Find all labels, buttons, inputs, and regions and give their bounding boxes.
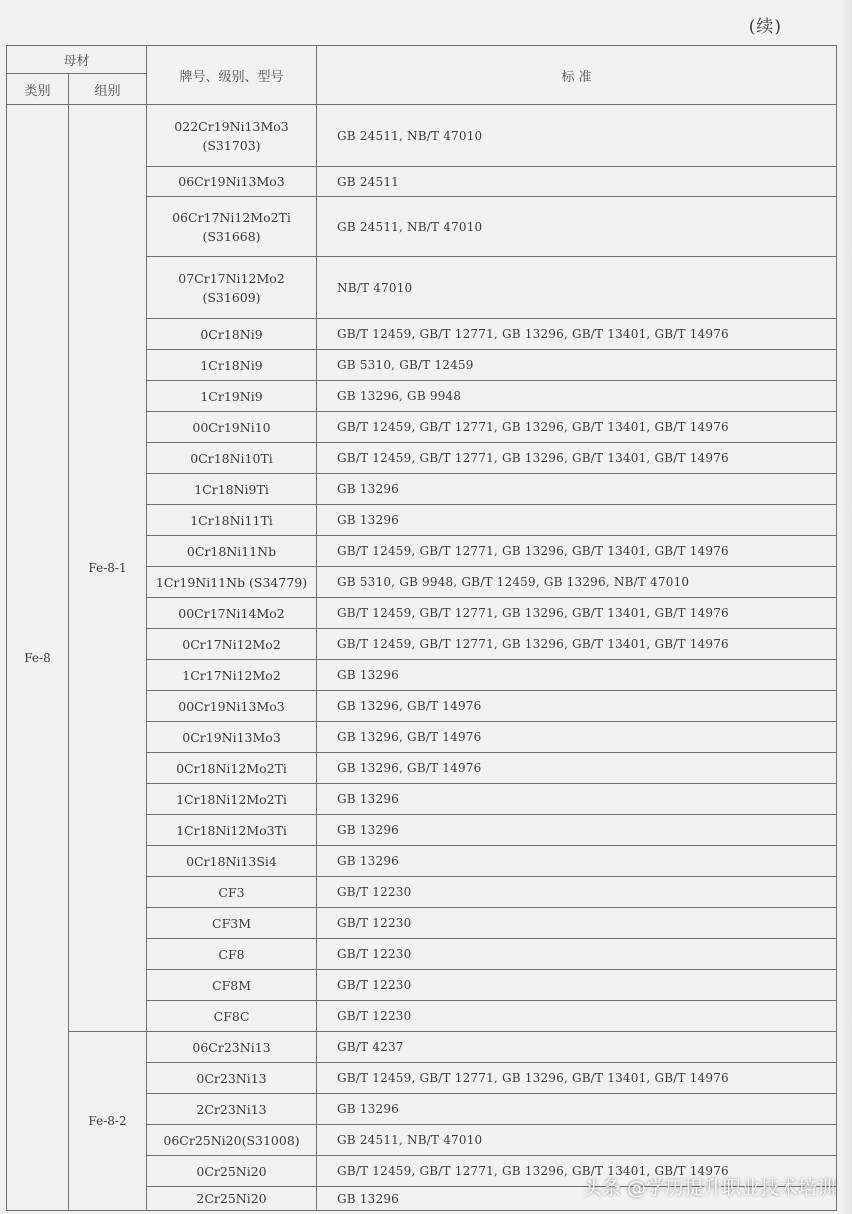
grade-line: (S31609) [202, 289, 261, 305]
grade-cell [147, 846, 317, 877]
standard-cell: GB/T 12459, GB/T 12771, GB 13296, GB/T 13401, GB/T 14976 [317, 536, 837, 567]
group-cell: Fe-8-2 [69, 1032, 147, 1211]
standard-cell: GB 13296, GB/T 14976 [317, 753, 837, 784]
grade-line: 00Cr17Ni14Mo2 [178, 605, 285, 621]
standard-cell: GB/T 12459, GB/T 12771, GB 13296, GB/T 13401, GB/T 14976 [317, 443, 837, 474]
table-row [7, 105, 837, 167]
grade-cell [147, 722, 317, 753]
standard-cell: GB 13296 [317, 784, 837, 815]
grade-cell [147, 598, 317, 629]
grade-line: 2Cr25Ni20 [196, 1191, 267, 1206]
grade-cell [147, 784, 317, 815]
group-header: 组别 [69, 74, 147, 105]
grade-line: 0Cr18Ni9 [200, 326, 263, 342]
grade-line: 1Cr19Ni11Nb (S34779) [155, 574, 308, 590]
grade-line: 0Cr17Ni12Mo2 [182, 636, 281, 652]
grade-cell [147, 1156, 317, 1187]
grade-line: 07Cr17Ni12Mo2 [178, 270, 285, 286]
grade-line: CF8 [218, 946, 245, 962]
watermark: 头条 @学历提升职业技术培训 [582, 1177, 836, 1199]
standard-cell: GB 13296 [317, 846, 837, 877]
grade-cell [147, 381, 317, 412]
continued-label: (续) [748, 17, 782, 37]
grade-line: 1Cr18Ni12Mo3Ti [176, 822, 287, 838]
grade-cell [147, 443, 317, 474]
standard-cell: GB 13296 [317, 474, 837, 505]
grade-line: 022Cr19Ni13Mo3 [174, 118, 289, 134]
grade-line: CF3M [212, 915, 252, 931]
standard-cell: GB/T 12230 [317, 939, 837, 970]
grade-cell [147, 753, 317, 784]
standard-cell: GB 13296, GB/T 14976 [317, 722, 837, 753]
grade-line: 06Cr25Ni20(S31008) [163, 1132, 300, 1148]
standard-cell: GB/T 12230 [317, 970, 837, 1001]
standard-cell: NB/T 47010 [317, 257, 837, 319]
standard-cell: GB 13296 [317, 505, 837, 536]
standard-cell: GB 24511, NB/T 47010 [317, 1125, 837, 1156]
grade-line: 1Cr18Ni12Mo2Ti [176, 791, 287, 807]
standard-cell: GB/T 12459, GB/T 12771, GB 13296, GB/T 13401, GB/T 14976 [317, 412, 837, 443]
standard-cell: GB 13296, GB 9948 [317, 381, 837, 412]
grade-cell [147, 815, 317, 846]
grade-line: 06Cr23Ni13 [192, 1039, 271, 1055]
grade-cell [147, 105, 317, 167]
grade-line: 00Cr19Ni10 [192, 419, 271, 435]
standard-cell: GB/T 12230 [317, 908, 837, 939]
category-header: 类别 [7, 74, 69, 105]
grade-line: 1Cr17Ni12Mo2 [182, 667, 281, 683]
group-cell: Fe-8-1 [69, 105, 147, 1032]
grade-line: 2Cr23Ni13 [196, 1101, 267, 1117]
grade-line: 1Cr19Ni9 [200, 388, 263, 404]
grade-cell [147, 474, 317, 505]
standard-cell: GB/T 12459, GB/T 12771, GB 13296, GB/T 13401, GB/T 14976 [317, 1063, 837, 1094]
grade-cell [147, 1094, 317, 1125]
grade-cell [147, 1187, 317, 1211]
standard-cell: GB/T 12230 [317, 1001, 837, 1032]
grade-line: 1Cr18Ni11Ti [190, 512, 273, 528]
grade-line: 06Cr17Ni12Mo2Ti [172, 209, 291, 225]
grade-line: 00Cr19Ni13Mo3 [178, 698, 285, 714]
grade-line: CF8M [212, 977, 252, 993]
standard-cell: GB 5310, GB/T 12459 [317, 350, 837, 381]
standard-cell: GB 13296 [317, 815, 837, 846]
grade-cell [147, 629, 317, 660]
grade-cell [147, 1032, 317, 1063]
standards-table [6, 45, 837, 1211]
standard-cell: GB/T 12459, GB/T 12771, GB 13296, GB/T 13401, GB/T 14976 [317, 629, 837, 660]
standard-cell: GB/T 12459, GB/T 12771, GB 13296, GB/T 13401, GB/T 14976 [317, 598, 837, 629]
grade-line: 1Cr18Ni9 [200, 357, 263, 373]
grade-cell [147, 350, 317, 381]
page-edge-shadow [838, 0, 852, 1214]
grade-line: (S31668) [202, 228, 261, 244]
standard-cell: GB 13296, GB/T 14976 [317, 691, 837, 722]
grade-line: 0Cr18Ni10Ti [190, 450, 273, 466]
standard-cell: GB/T 12459, GB/T 12771, GB 13296, GB/T 13401, GB/T 14976 [317, 319, 837, 350]
grade-cell [147, 567, 317, 598]
grade-cell [147, 1063, 317, 1094]
standard-header: 标 准 [317, 46, 837, 105]
grade-cell [147, 197, 317, 257]
standard-cell: GB 13296 [317, 660, 837, 691]
grade-line: 06Cr19Ni13Mo3 [178, 174, 285, 189]
grade-cell [147, 908, 317, 939]
grade-line: 0Cr18Ni12Mo2Ti [176, 760, 287, 776]
grade-cell [147, 939, 317, 970]
grade-line: CF3 [218, 884, 245, 900]
standard-cell: GB/T 4237 [317, 1032, 837, 1063]
grade-cell [147, 505, 317, 536]
standard-cell: GB/T 12230 [317, 877, 837, 908]
grade-cell [147, 660, 317, 691]
standard-cell: GB 24511, NB/T 47010 [317, 197, 837, 257]
grade-line: 0Cr18Ni13Si4 [186, 853, 277, 869]
standard-cell: GB/T 12459, GB/T 12771, GB 13296, GB/T 13401, GB/T 14976 [317, 1156, 837, 1187]
grade-line: 0Cr23Ni13 [196, 1070, 267, 1086]
grade-cell [147, 877, 317, 908]
grade-header: 牌号、级别、型号 [147, 46, 317, 105]
grade-cell [147, 970, 317, 1001]
standard-cell: GB 24511, NB/T 47010 [317, 105, 837, 167]
category-cell: Fe-8 [7, 105, 69, 1211]
grade-line: 0Cr25Ni20 [196, 1163, 267, 1179]
grade-line: 0Cr19Ni13Mo3 [182, 729, 281, 745]
grade-cell [147, 1001, 317, 1032]
grade-cell [147, 319, 317, 350]
grade-cell [147, 1125, 317, 1156]
standard-cell: GB 5310, GB 9948, GB/T 12459, GB 13296, NB/T 47010 [317, 567, 837, 598]
base-metal-header: 母材 [7, 46, 147, 74]
grade-line: 1Cr18Ni9Ti [194, 481, 269, 497]
grade-line: (S31703) [202, 137, 261, 153]
standard-cell: GB 13296 [317, 1094, 837, 1125]
grade-cell [147, 167, 317, 197]
grade-cell [147, 412, 317, 443]
standard-cell: GB 13296 [317, 1187, 837, 1211]
grade-cell [147, 257, 317, 319]
grade-cell [147, 691, 317, 722]
grade-cell [147, 536, 317, 567]
grade-line: 0Cr18Ni11Nb [186, 543, 277, 559]
table-row [7, 1032, 837, 1063]
standard-cell: GB 24511 [317, 167, 837, 197]
grade-line: CF8C [213, 1008, 250, 1024]
